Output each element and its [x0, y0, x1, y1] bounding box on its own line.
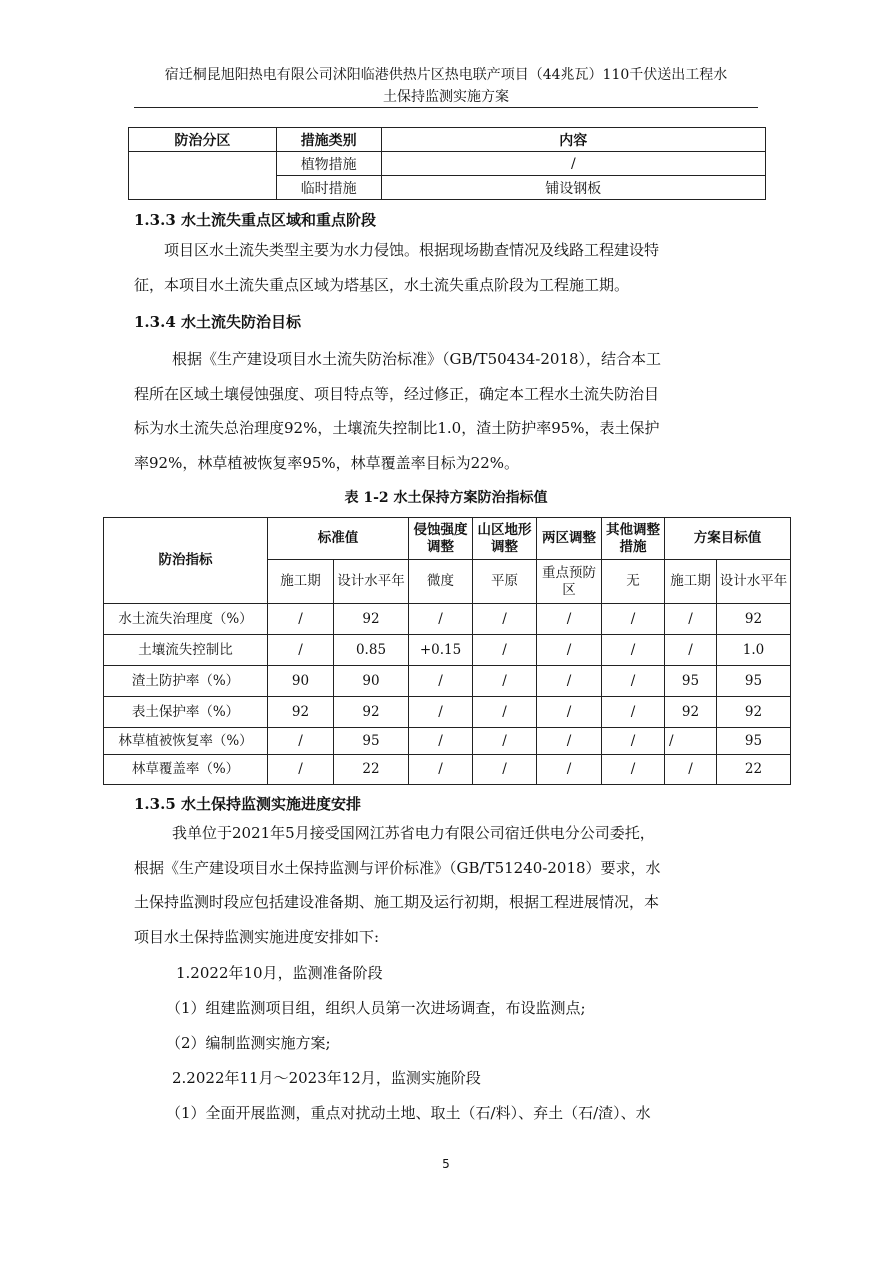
section-heading-1-3-4: 1.3.4 水土流失防治目标	[134, 313, 301, 331]
table-cell: /	[602, 635, 665, 666]
table-cell: /	[602, 666, 665, 697]
index-table	[103, 517, 791, 785]
table-cell: 临时措施	[276, 176, 381, 200]
table-cell: 92	[268, 697, 334, 728]
page-number: 5	[442, 1157, 450, 1171]
subheader-cell: 设计水平年	[717, 560, 791, 604]
subheader-cell: 施工期	[665, 560, 717, 604]
table-row	[104, 666, 791, 697]
subheader-cell: 重点预防区	[537, 560, 602, 604]
indicator-name: 林草覆盖率（%）	[104, 755, 268, 785]
table-cell: /	[665, 604, 717, 635]
table-cell: /	[537, 728, 602, 755]
table-cell: /	[537, 604, 602, 635]
table-cell: +0.15	[409, 635, 473, 666]
table-cell: 95	[334, 728, 409, 755]
paragraph-1-3-4	[134, 342, 758, 480]
table-cell: /	[381, 152, 765, 176]
table-cell: 95	[665, 666, 717, 697]
table-cell: /	[665, 728, 717, 755]
table-cell: /	[409, 666, 473, 697]
table-cell: 90	[268, 666, 334, 697]
col-header-content: 内容	[381, 128, 765, 152]
table-row	[104, 728, 791, 755]
table-cell: /	[268, 604, 334, 635]
indicator-name: 林草植被恢复率（%）	[104, 728, 268, 755]
table-cell: 92	[717, 604, 791, 635]
table-cell: /	[665, 755, 717, 785]
table-caption: 表 1-2 水土保持方案防治指标值	[344, 490, 548, 506]
table-cell: /	[409, 604, 473, 635]
col-header-other-adjust: 其他调整措施	[602, 518, 665, 560]
table-row	[104, 755, 791, 785]
table-cell: /	[409, 728, 473, 755]
list-item: 2.2022年11月～2023年12月，监测实施阶段	[172, 1069, 481, 1087]
table-cell: 铺设钢板	[381, 176, 765, 200]
table-cell: /	[602, 604, 665, 635]
table-cell: /	[665, 635, 717, 666]
table-header-row	[129, 128, 766, 152]
table-cell: 92	[717, 697, 791, 728]
table-cell: /	[473, 697, 537, 728]
header-line-1: 宿迁桐昆旭阳热电有限公司沭阳临港供热片区热电联产项目（44兆瓦）110千伏送出工程水	[164, 67, 728, 83]
subheader-cell: 平原	[473, 560, 537, 604]
table-cell: /	[268, 755, 334, 785]
col-header-indicator: 防治指标	[104, 518, 268, 604]
table-cell: /	[268, 635, 334, 666]
table-cell: 92	[334, 604, 409, 635]
table-cell: /	[537, 666, 602, 697]
table-row	[104, 697, 791, 728]
indicator-name: 渣土防护率（%）	[104, 666, 268, 697]
indicator-name: 土壤流失控制比	[104, 635, 268, 666]
measures-table	[128, 127, 766, 200]
table-cell: 1.0	[717, 635, 791, 666]
text-line: 我单位于2021年5月接受国网江苏省电力有限公司宿迁供电分公司委托，	[172, 824, 655, 842]
table-cell: /	[473, 635, 537, 666]
col-header-zone: 防治分区	[129, 128, 277, 152]
header-divider	[134, 107, 758, 108]
table-cell-zone-empty	[129, 152, 277, 200]
col-header-zone-adjust: 两区调整	[537, 518, 602, 560]
table-cell: /	[473, 755, 537, 785]
text-line: 根据《生产建设项目水土流失防治标准》（GB/T50434-2018），结合本工	[172, 350, 662, 368]
table-cell: 0.85	[334, 635, 409, 666]
paragraph-1-3-5	[134, 816, 758, 954]
table-cell: /	[409, 697, 473, 728]
table-cell: 22	[334, 755, 409, 785]
table-cell: /	[602, 755, 665, 785]
col-header-category: 措施类别	[276, 128, 381, 152]
text-line: 程所在区域土壤侵蚀强度、项目特点等，经过修正，确定本工程水土流失防治目	[134, 384, 660, 403]
text-line: 率92%，林草植被恢复率95%，林草覆盖率目标为22%。	[134, 453, 520, 472]
col-header-terrain-adjust: 山区地形调整	[473, 518, 537, 560]
indicator-name: 水土流失治理度（%）	[104, 604, 268, 635]
text-line: 项目水土保持监测实施进度安排如下:	[134, 927, 380, 946]
list-item: （2）编制监测实施方案;	[166, 1034, 331, 1052]
table-cell: 95	[717, 728, 791, 755]
subheader-cell: 微度	[409, 560, 473, 604]
table-cell: 95	[717, 666, 791, 697]
table-cell: 22	[717, 755, 791, 785]
table-cell: 92	[665, 697, 717, 728]
col-header-standard: 标准值	[268, 518, 409, 560]
list-item: （1）组建监测项目组，组织人员第一次进场调查，布设监测点;	[166, 999, 586, 1017]
list-item: 1.2022年10月，监测准备阶段	[176, 964, 383, 982]
section-heading-1-3-5: 1.3.5 水土保持监测实施进度安排	[134, 795, 361, 813]
header-line-2: 土保持监测实施方案	[383, 89, 509, 105]
indicator-name: 表土保护率（%）	[104, 697, 268, 728]
paragraph-1-3-3	[134, 233, 758, 302]
subheader-cell: 设计水平年	[334, 560, 409, 604]
text-line: 项目区水土流失类型主要为水力侵蚀。根据现场勘查情况及线路工程建设特	[164, 241, 660, 259]
table-row	[104, 604, 791, 635]
col-header-target: 方案目标值	[665, 518, 791, 560]
page-header	[134, 64, 758, 108]
table-cell: 90	[334, 666, 409, 697]
subheader-cell: 施工期	[268, 560, 334, 604]
text-line: 标为水土流失总治理度92%，土壤流失控制比1.0，渣土防护率95%，表土保护	[134, 419, 660, 437]
table-cell: /	[473, 728, 537, 755]
list-item: （1）全面开展监测，重点对扰动土地、取土（石/料）、弃土（石/渣）、水	[166, 1104, 651, 1122]
table-cell: /	[268, 728, 334, 755]
text-line: 征，本项目水土流失重点区域为塔基区，水土流失重点阶段为工程施工期。	[134, 275, 630, 294]
section-heading-1-3-3: 1.3.3 水土流失重点区域和重点阶段	[134, 211, 376, 229]
table-header-row	[104, 518, 791, 560]
text-line: 根据《生产建设项目水土保持监测与评价标准》（GB/T51240-2018）要求，水	[134, 858, 661, 877]
table-cell: /	[473, 666, 537, 697]
table-cell: /	[537, 755, 602, 785]
subheader-cell: 无	[602, 560, 665, 604]
table-cell: /	[473, 604, 537, 635]
table-cell: /	[537, 635, 602, 666]
text-line: 土保持监测时段应包括建设准备期、施工期及运行初期，根据工程进展情况，本	[134, 893, 660, 911]
table-row	[129, 152, 766, 176]
table-row	[104, 635, 791, 666]
col-header-erosion-adjust: 侵蚀强度调整	[409, 518, 473, 560]
table-cell: /	[537, 697, 602, 728]
table-cell: /	[409, 755, 473, 785]
table-cell: 92	[334, 697, 409, 728]
table-cell: 植物措施	[276, 152, 381, 176]
table-cell: /	[602, 728, 665, 755]
table-cell: /	[602, 697, 665, 728]
